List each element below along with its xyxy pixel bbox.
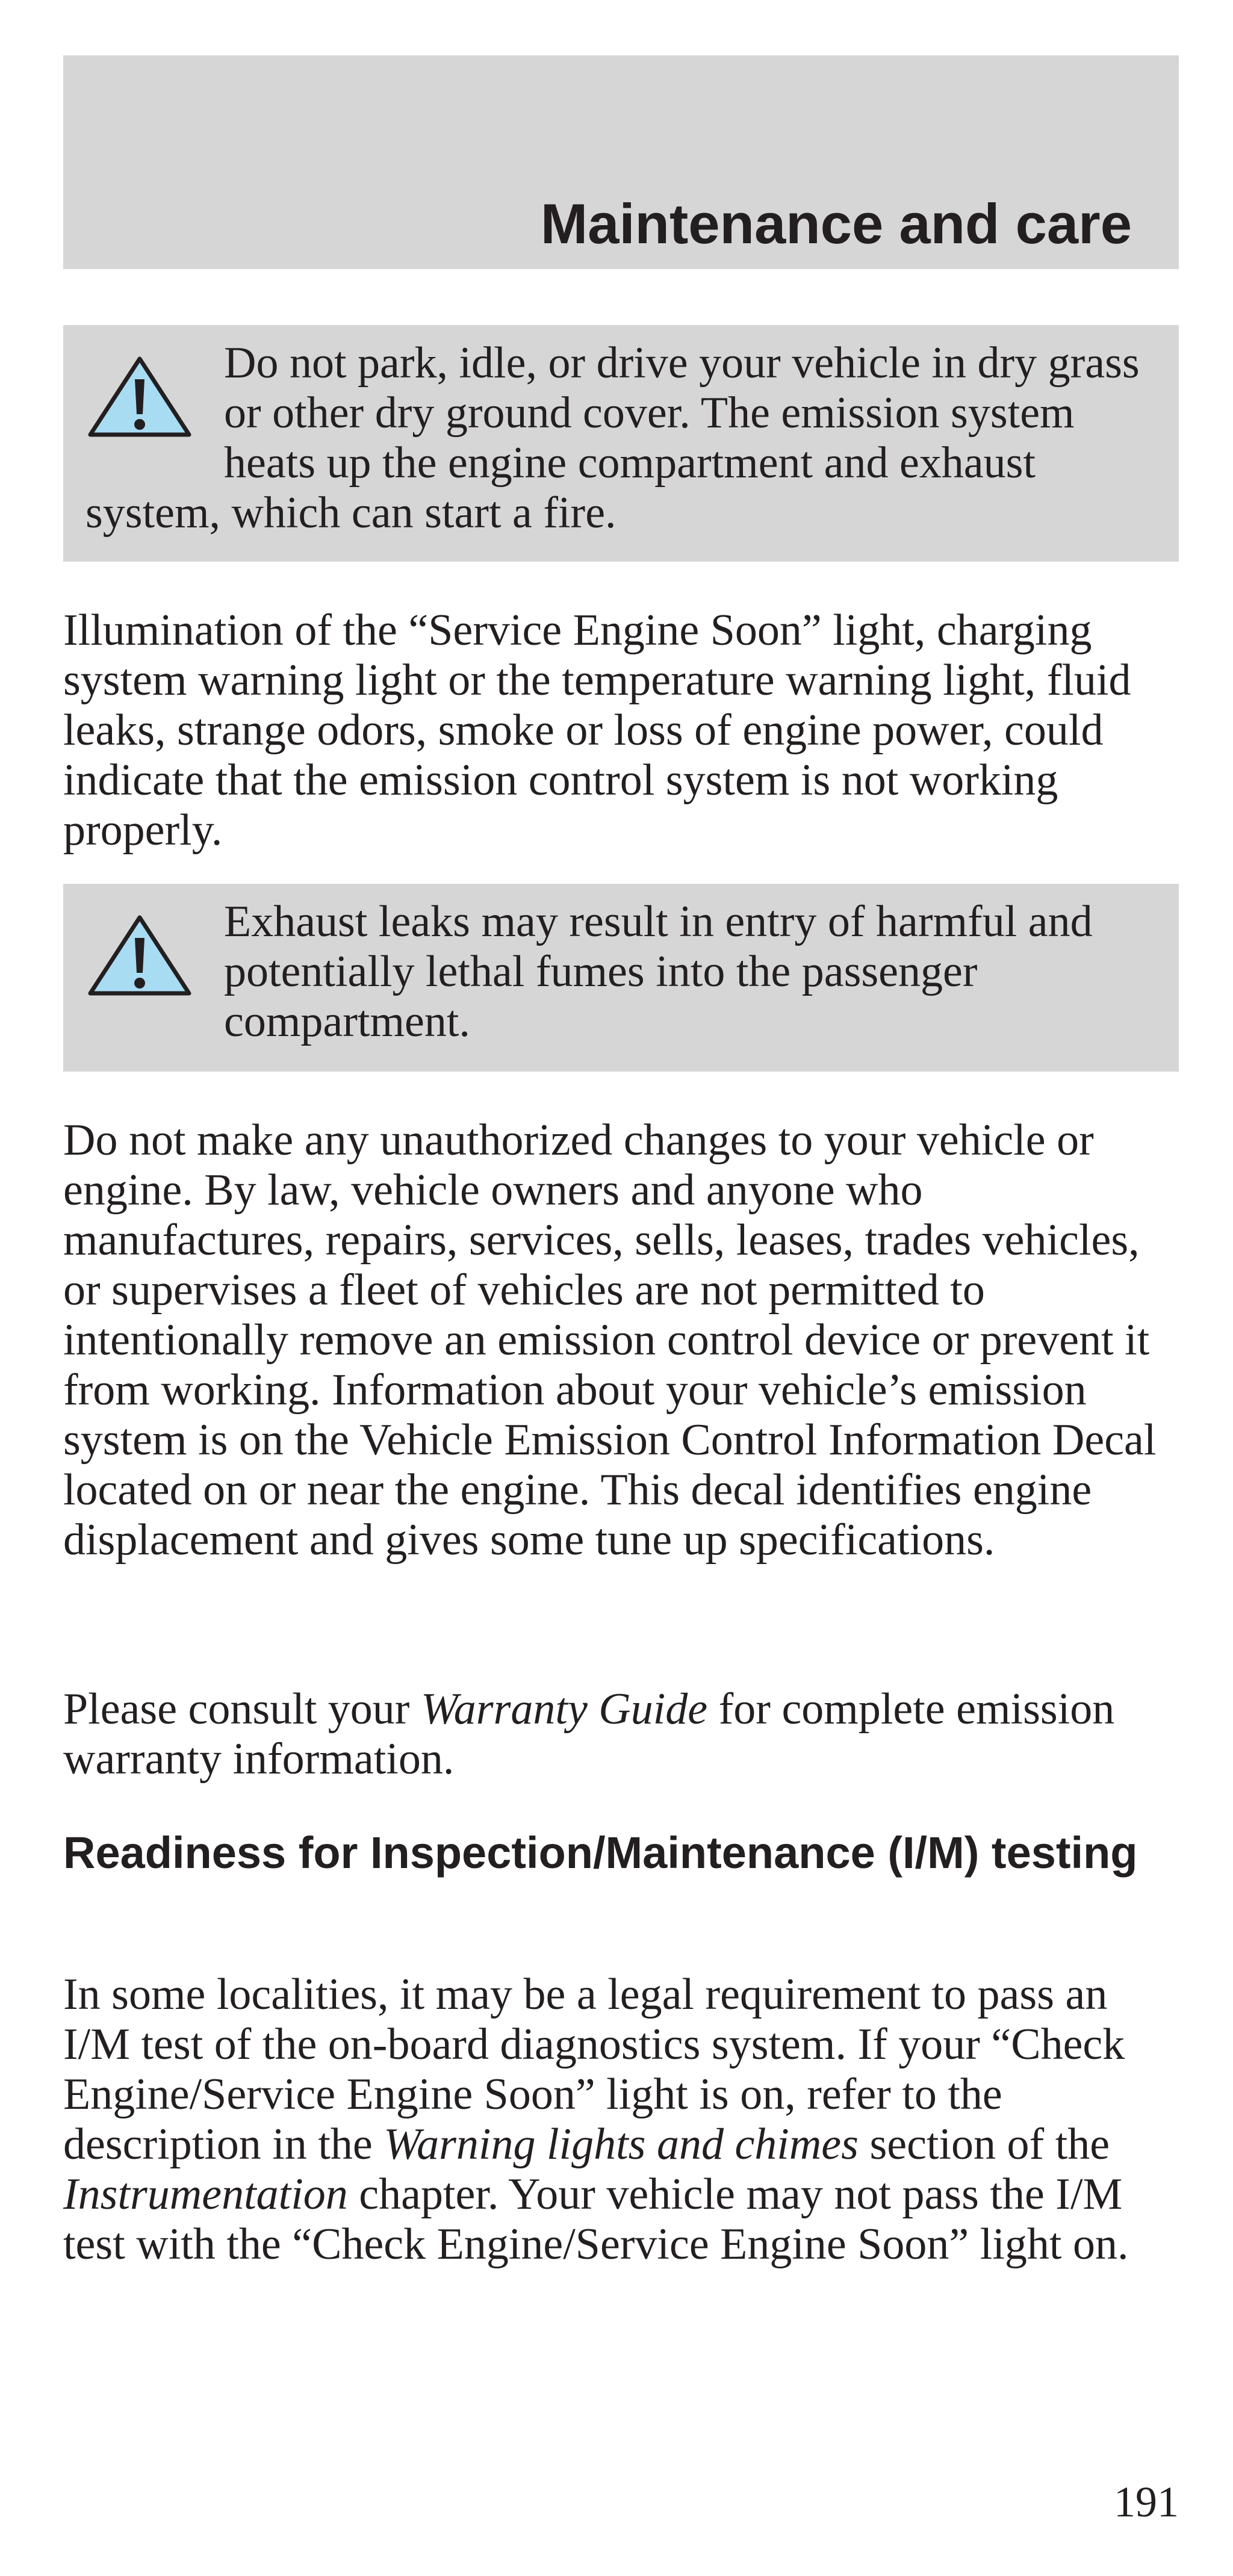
section-reference: Warning lights and chimes [384, 2120, 859, 2169]
paragraph-unauthorized-changes: Do not make any unauthorized changes to your vehicle or engine. By law, vehicle owners and anyone who manufactures, repairs, services, sells, leases, trades vehicles, or supervises a fleet of vehicles are not permitted to intentionally remove an emission control device or prevent it from working. Information about your vehicle’s emission system is on the Vehicle Emission Control Information Decal located on or near the engine. This decal identifies engine displacement and gives some tune up specifications. [63, 1116, 1157, 1565]
text-span: for complete emission warranty information. [63, 1684, 1115, 1784]
text-span: chapter. Your vehicle may not pass the I/M test with the “Check Engine/Service Engine Soon” light on. [63, 2170, 1129, 2269]
warning-triangle-svg [85, 355, 194, 439]
warning-triangle-svg [85, 914, 194, 998]
text-span: Please consult your [63, 1684, 421, 1734]
warning-box-fire [63, 325, 1179, 562]
warning-box-exhaust [63, 884, 1179, 1072]
paragraph-indicators: Illumination of the “Service Engine Soon” light, charging system warning light or the temperature warning light, fluid leaks, strange odors, smoke or loss of engine power, could indicate that the emission control system is not working properly. [63, 606, 1131, 855]
text-span: section of the [858, 2120, 1110, 2169]
warning-text: Do not park, idle, or drive your vehicle in dry grass or other dry ground cover. The emission system heats up the engine compartment and exhaust system, which can start a fire. [85, 338, 1140, 538]
warning-triangle-icon [85, 355, 194, 439]
warning-triangle-icon [85, 914, 194, 998]
section-heading: Readiness for Inspection/Maintenance (I/M) testing [63, 1828, 1138, 1878]
page-number: 191 [1114, 2478, 1179, 2526]
text-span: In some localities, it may be a legal requirement to pass an I/M test of the on-board diagnostics system. If your “Check Engine/Service Engine Soon” light is on, refer to the description in the [63, 1970, 1125, 2169]
chapter-reference: Instrumentation [63, 2170, 348, 2219]
page-title: Maintenance and care [540, 192, 1132, 255]
paragraph-im-testing [63, 1970, 1183, 2270]
header-band [63, 55, 1179, 269]
warning-text: Exhaust leaks may result in entry of harmful and potentially lethal fumes into the passenger compartment. [224, 897, 1093, 1046]
warranty-guide-title: Warranty Guide [420, 1684, 708, 1734]
paragraph-warranty [63, 1684, 1183, 1784]
